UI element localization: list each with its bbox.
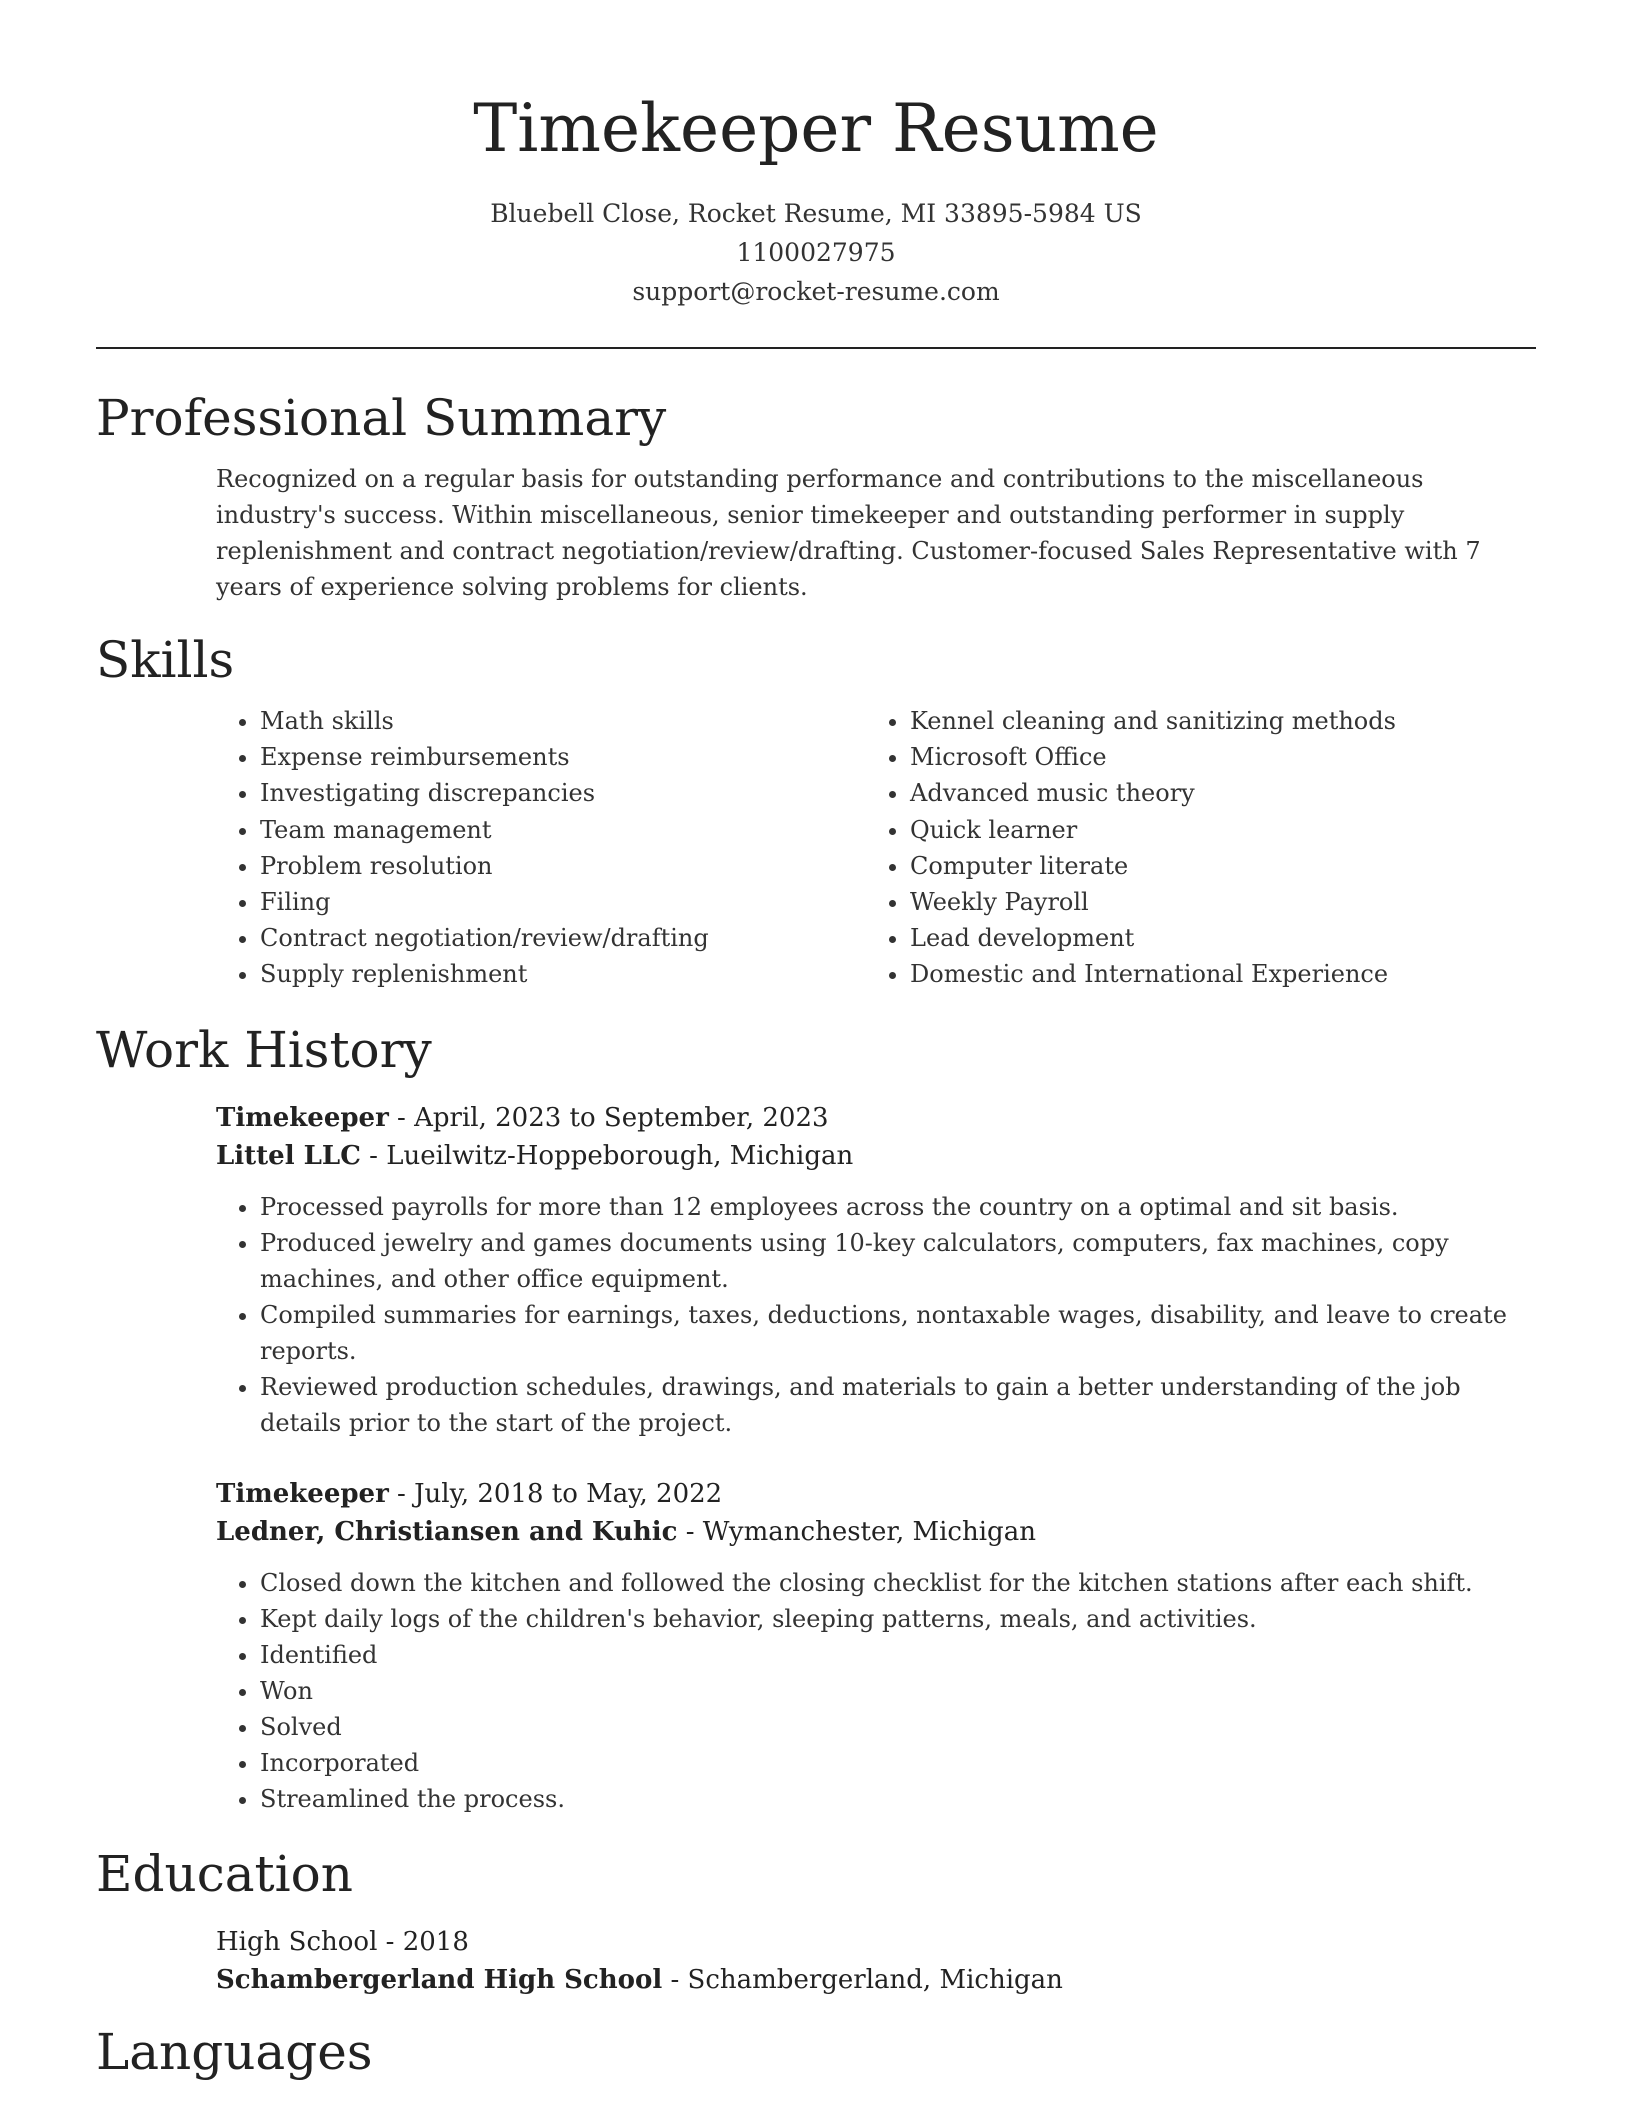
skill-item: • Contract negotiation/review/drafting: [260, 920, 866, 956]
skills-section: [96, 703, 1536, 993]
list-item: • Produced jewelry and games documents using 10-key calculators, computers, fax machines, copy machines, and other office equipment.: [260, 1225, 1536, 1297]
skills-heading: Skills: [96, 631, 235, 689]
resume-title: Timekeeper Resume: [473, 90, 1159, 167]
education-degree-line: [216, 1923, 1536, 1961]
job-entry: [216, 1475, 1536, 1817]
list-item: • Solved: [260, 1709, 1536, 1745]
list-item: • Streamlined the process.: [260, 1781, 1536, 1817]
skill-item: • Filing: [260, 884, 866, 920]
summary-text: Recognized on a regular basis for outstanding performance and contributions to the miscellaneous industry's success. Within miscellaneous, senior timekeeper and outstanding performer in supply replenishment and contract negotiation/review/drafting. Customer-focused Sales Representative with 7 years of experience solving problems for clients.: [216, 465, 1481, 601]
skill-item: • Expense reimbursements: [260, 739, 866, 775]
job-entry: [216, 1099, 1536, 1441]
skill-item: • Domestic and International Experience: [910, 956, 1516, 992]
list-item: • Reviewed production schedules, drawings, and materials to gain a better understanding of the job details prior to the start of the project.: [260, 1369, 1536, 1441]
skill-item: • Investigating discrepancies: [260, 775, 866, 811]
email: support@rocket-resume.com: [632, 277, 1000, 306]
list-item: • Incorporated: [260, 1745, 1536, 1781]
job-company-line: [216, 1513, 1536, 1551]
skill-item: • Quick learner: [910, 812, 1516, 848]
education-year: - 2018: [377, 1926, 469, 1957]
address: Bluebell Close, Rocket Resume, MI 33895-5984 US: [490, 199, 1142, 228]
summary-heading: Professional Summary: [96, 389, 667, 447]
header-divider: [96, 347, 1536, 349]
skill-item: • Kennel cleaning and sanitizing methods: [910, 703, 1516, 739]
skill-item: • Microsoft Office: [910, 739, 1516, 775]
job-dates: - July, 2018 to May, 2022: [388, 1478, 723, 1509]
skill-item: • Computer literate: [910, 848, 1516, 884]
skill-item: • Lead development: [910, 920, 1516, 956]
skill-item: • Math skills: [260, 703, 866, 739]
list-item: • Processed payrolls for more than 12 employees across the country on a optimal and sit basis.: [260, 1189, 1536, 1225]
job-company: Ledner, Christiansen and Kuhic: [216, 1516, 678, 1547]
education-location: - Schambergerland, Michigan: [662, 1964, 1063, 1995]
skill-item: • Supply replenishment: [260, 956, 866, 992]
education-degree: High School: [216, 1926, 378, 1957]
summary-section: [96, 461, 1536, 605]
skill-item: • Team management: [260, 812, 866, 848]
skills-list-left: [216, 703, 866, 993]
job-dates: - April, 2023 to September, 2023: [388, 1102, 829, 1133]
skill-item: • Problem resolution: [260, 848, 866, 884]
list-item: • Won: [260, 1673, 1536, 1709]
education-school-line: [216, 1961, 1536, 1999]
skill-item: • Advanced music theory: [910, 775, 1516, 811]
work-history-section: [96, 1099, 1536, 1817]
job-location: - Wymanchester, Michigan: [677, 1516, 1036, 1547]
job-bullets: [216, 1565, 1536, 1817]
contact-info: [96, 194, 1536, 311]
job-company: Littel LLC: [216, 1140, 361, 1171]
education-heading: Education: [96, 1844, 353, 1903]
education-section: [96, 1923, 1536, 1999]
job-position: Timekeeper: [216, 1102, 389, 1133]
skills-list-right: [866, 703, 1516, 993]
job-position: Timekeeper: [216, 1478, 389, 1509]
resume-header: [96, 0, 1536, 311]
job-title-line: [216, 1475, 1536, 1513]
education-school: Schambergerland High School: [216, 1964, 663, 1995]
languages-heading: Languages: [96, 2022, 373, 2081]
list-item: • Identified: [260, 1637, 1536, 1673]
job-location: - Lueilwitz-Hoppeborough, Michigan: [360, 1140, 854, 1171]
work-history-heading: Work History: [96, 1020, 432, 1079]
list-item: • Closed down the kitchen and followed the closing checklist for the kitchen stations after each shift.: [260, 1565, 1536, 1601]
phone: 1100027975: [736, 238, 896, 267]
list-item: • Kept daily logs of the children's behavior, sleeping patterns, meals, and activities.: [260, 1601, 1536, 1637]
skill-item: • Weekly Payroll: [910, 884, 1516, 920]
list-item: • Compiled summaries for earnings, taxes, deductions, nontaxable wages, disability, and leave to create reports.: [260, 1297, 1536, 1369]
job-bullets: [216, 1189, 1536, 1441]
job-title-line: [216, 1099, 1536, 1137]
job-company-line: [216, 1137, 1536, 1175]
